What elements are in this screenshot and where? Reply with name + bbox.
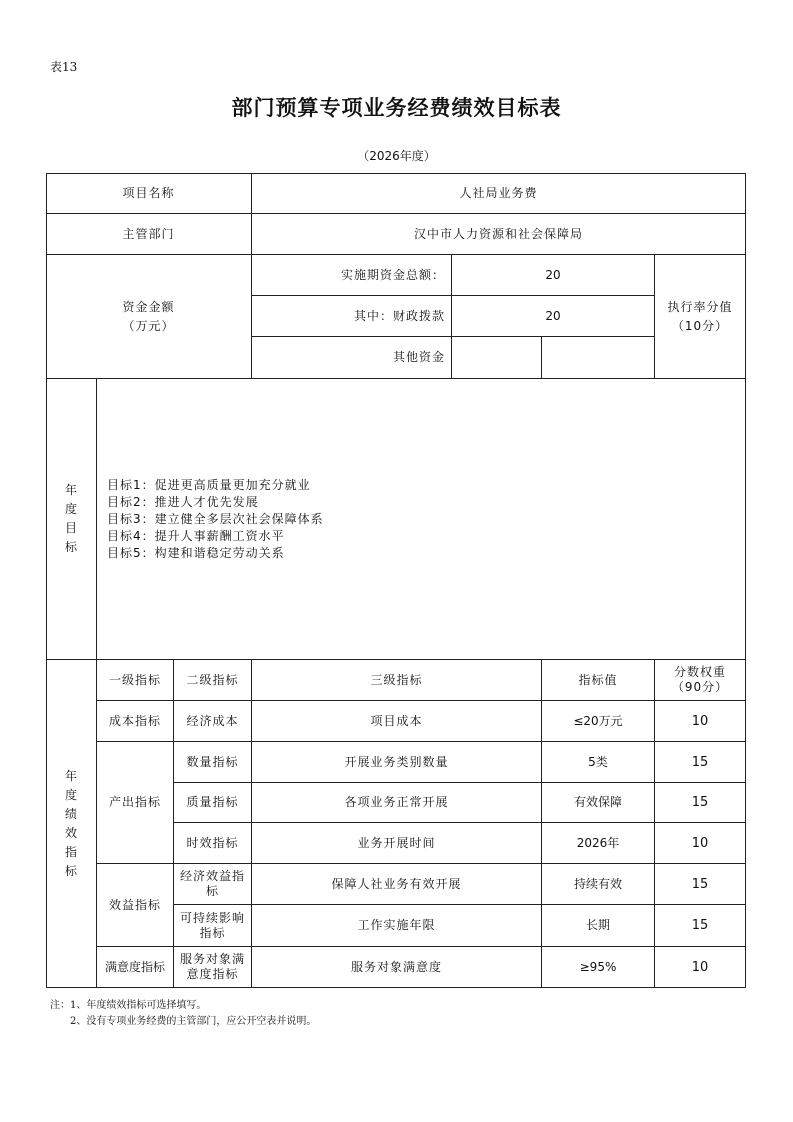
execution-rate-label: 执行率分值 bbox=[667, 299, 733, 314]
fiscal-funds-label: 其中：财政拨款 bbox=[252, 296, 452, 337]
header-value: 指标值 bbox=[542, 660, 655, 701]
indicator-weight: 10 bbox=[655, 947, 746, 988]
footnote: 注：1、年度绩效指标可选择填写。 bbox=[50, 1000, 207, 1011]
form-number: 表13 bbox=[50, 60, 78, 74]
indicator-level2: 服务对象满意度指标 bbox=[174, 947, 252, 988]
execution-rate-cell bbox=[655, 255, 746, 379]
annual-goal-char: 标 bbox=[64, 540, 77, 554]
funds-label: 资金金额 bbox=[122, 299, 175, 314]
fiscal-year: （2026年度） bbox=[357, 149, 436, 163]
indicator-level2: 数量指标 bbox=[174, 742, 252, 783]
header-level3: 三级指标 bbox=[252, 660, 542, 701]
indicator-level3: 保障人社业务有效开展 bbox=[252, 864, 542, 905]
total-funds-label: 实施期资金总额： bbox=[252, 255, 452, 296]
header-weight bbox=[655, 660, 746, 701]
indicator-level3: 各项业务正常开展 bbox=[252, 783, 542, 823]
annual-goal-content bbox=[97, 379, 746, 660]
execution-rate-score: （10分） bbox=[671, 318, 729, 333]
other-funds-label: 其他资金 bbox=[252, 337, 452, 379]
header-weight-label: 分数权重 bbox=[673, 665, 726, 679]
goal-item: 目标4：提升人事薪酬工资水平 bbox=[107, 528, 285, 543]
annual-goal-label bbox=[46, 379, 97, 660]
indicator-label-char: 度 bbox=[64, 787, 77, 802]
group-cost: 成本指标 bbox=[97, 701, 174, 742]
indicator-level2: 可持续影响指标 bbox=[174, 905, 252, 947]
other-funds-value bbox=[452, 337, 542, 379]
indicator-value: ≤20万元 bbox=[542, 701, 655, 742]
goal-item: 目标5：构建和谐稳定劳动关系 bbox=[107, 545, 285, 560]
annual-goal-char: 年 bbox=[64, 483, 77, 497]
group-satisfaction: 满意度指标 bbox=[97, 947, 174, 988]
indicator-label-char: 指 bbox=[64, 844, 77, 859]
indicator-weight: 10 bbox=[655, 823, 746, 864]
footnote: 2、没有专项业务经费的主管部门，应公开空表并说明。 bbox=[50, 1016, 317, 1027]
annual-goal-char: 度 bbox=[64, 502, 77, 516]
header-level2: 二级指标 bbox=[174, 660, 252, 701]
footnotes bbox=[50, 998, 316, 1030]
indicator-level2: 经济效益指标 bbox=[174, 864, 252, 905]
project-name-value: 人社局业务费 bbox=[252, 173, 746, 214]
indicator-level2: 质量指标 bbox=[174, 783, 252, 823]
header-level1: 一级指标 bbox=[97, 660, 174, 701]
annual-goal-list bbox=[107, 477, 324, 562]
indicator-level2: 经济成本 bbox=[174, 701, 252, 742]
indicator-label-char: 绩 bbox=[64, 806, 77, 821]
indicator-weight: 15 bbox=[655, 864, 746, 905]
funds-label-cell bbox=[46, 255, 252, 379]
indicator-label-char: 年 bbox=[64, 768, 77, 783]
performance-target-table bbox=[46, 173, 746, 988]
department-label: 主管部门 bbox=[46, 214, 252, 255]
other-funds-extra bbox=[542, 337, 655, 379]
annual-indicator-label bbox=[46, 660, 97, 988]
goal-item: 目标2：推进人才优先发展 bbox=[107, 494, 259, 509]
goal-item: 目标3：建立健全多层次社会保障体系 bbox=[107, 511, 324, 526]
department-value: 汉中市人力资源和社会保障局 bbox=[252, 214, 746, 255]
annual-goal-char: 目 bbox=[64, 521, 77, 535]
indicator-label-char: 标 bbox=[64, 863, 77, 878]
indicator-value: 5类 bbox=[542, 742, 655, 783]
group-output: 产出指标 bbox=[97, 742, 174, 864]
indicator-level3: 业务开展时间 bbox=[252, 823, 542, 864]
indicator-weight: 15 bbox=[655, 742, 746, 783]
header-weight-total: （90分） bbox=[671, 680, 729, 694]
indicator-level3: 服务对象满意度 bbox=[252, 947, 542, 988]
group-benefit: 效益指标 bbox=[97, 864, 174, 947]
indicator-weight: 15 bbox=[655, 783, 746, 823]
indicator-value: 有效保障 bbox=[542, 783, 655, 823]
indicator-level3: 项目成本 bbox=[252, 701, 542, 742]
funds-unit: （万元） bbox=[122, 318, 175, 333]
indicator-level3: 工作实施年限 bbox=[252, 905, 542, 947]
project-name-label: 项目名称 bbox=[46, 173, 252, 214]
goal-item: 目标1：促进更高质量更加充分就业 bbox=[107, 477, 311, 492]
indicator-level3: 开展业务类别数量 bbox=[252, 742, 542, 783]
indicator-value: 长期 bbox=[542, 905, 655, 947]
total-funds-value: 20 bbox=[452, 255, 655, 296]
indicator-value: 持续有效 bbox=[542, 864, 655, 905]
indicator-weight: 15 bbox=[655, 905, 746, 947]
indicator-label-char: 效 bbox=[64, 825, 77, 840]
page-title: 部门预算专项业务经费绩效目标表 bbox=[231, 96, 562, 120]
indicator-value: ≥95% bbox=[542, 947, 655, 988]
fiscal-funds-value: 20 bbox=[452, 296, 655, 337]
indicator-level2: 时效指标 bbox=[174, 823, 252, 864]
indicator-weight: 10 bbox=[655, 701, 746, 742]
indicator-value: 2026年 bbox=[542, 823, 655, 864]
